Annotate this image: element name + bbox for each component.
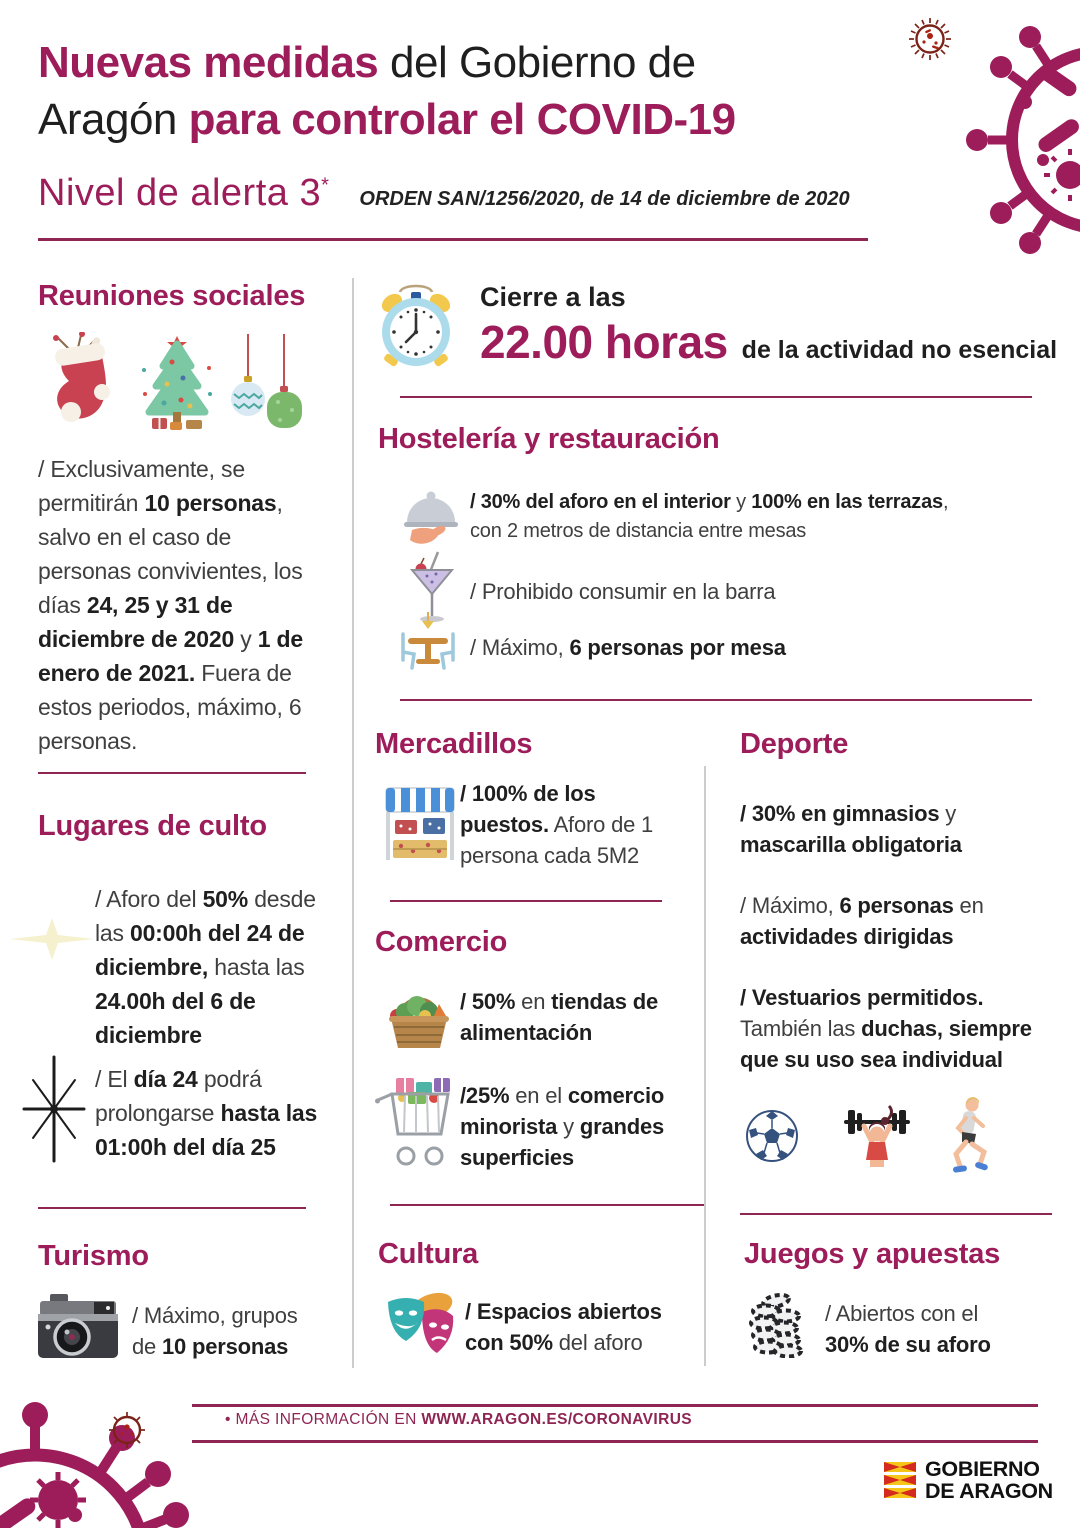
weightlifting-icon xyxy=(842,1100,912,1176)
closure-banner xyxy=(480,282,1057,369)
deporte-item-2: / Máximo, 6 personas en actividades dirigidas xyxy=(740,893,984,949)
alert-asterisk: * xyxy=(321,174,330,197)
comercio-item-1: / 50% en tiendas de alimentación xyxy=(460,989,658,1045)
reuniones-paragraph: / Exclusivamente, se permitirán 10 personas, salvo en el caso de personas convivientes, los días 24, 25 y 31 de diciembre de 2020 y 1 de enero de 2021. Fuera de estos periodos, máximo, 6 personas. xyxy=(38,456,303,754)
alert-level-row xyxy=(38,172,850,215)
section-title-hosteleria: Hostelería y restauración xyxy=(378,423,720,455)
christmas-tree-icon xyxy=(130,328,225,436)
comercio-item-2: /25% en el comercio minorista y grandes superficies xyxy=(460,1083,665,1170)
header-divider xyxy=(38,238,868,241)
section-title-reuniones: Reuniones sociales xyxy=(38,280,306,312)
logo-line-1: GOBIERNO xyxy=(925,1457,1040,1481)
footer-divider-bottom xyxy=(192,1440,1038,1443)
section-title-comercio: Comercio xyxy=(375,926,508,958)
juegos-item: / Abiertos con el 30% de su aforo xyxy=(825,1301,991,1357)
logo-line-2: DE ARAGON xyxy=(925,1479,1053,1503)
title-plain-2: Aragón xyxy=(38,95,189,144)
deporte-item-3: / Vestuarios permitidos. También las duchas, siempre que su uso sea individual xyxy=(740,985,1032,1072)
hosteleria-item-2: / Prohibido consumir en la barra xyxy=(470,579,776,604)
baubles-icon xyxy=(226,334,306,432)
column-divider-left xyxy=(352,278,354,1368)
footer-bullet: • xyxy=(225,1411,231,1428)
section-title-cultura: Cultura xyxy=(378,1238,479,1270)
comercio-divider xyxy=(390,1204,704,1206)
closure-time: 22.00 horas xyxy=(480,316,728,368)
culto-item-1: / Aforo del 50% desde las 00:00h del 24 de diciembre, hasta las 24.00h del 6 de diciembre xyxy=(95,886,316,1048)
section-title-turismo: Turismo xyxy=(38,1240,149,1272)
footer-info xyxy=(225,1411,692,1429)
closure-divider xyxy=(400,396,1032,398)
cloche-icon xyxy=(402,486,460,550)
section-title-juegos: Juegos y apuestas xyxy=(744,1238,1001,1270)
mercadillos-divider xyxy=(390,900,662,902)
culto-item-2: / El día 24 podrá prolongarse hasta las 01:00h del día 25 xyxy=(95,1066,318,1160)
large-virus-icon xyxy=(955,0,1080,262)
mercadillos-item: / 100% de los puestos. Aforo de 1 persona cada 5M2 xyxy=(460,781,654,868)
hosteleria-item-1: / 30% del aforo en el interior y 100% en las terrazas, con 2 metros de distancia entre mesas xyxy=(470,491,949,542)
closure-pre: Cierre a las xyxy=(480,282,626,312)
shopping-cart-icon xyxy=(374,1078,460,1170)
hosteleria-divider xyxy=(400,699,1032,701)
faded-star-icon xyxy=(10,918,94,960)
left-divider-2 xyxy=(38,1207,306,1209)
footer-divider-top xyxy=(192,1404,1038,1407)
section-title-culto: Lugares de culto xyxy=(38,810,267,842)
christmas-stocking-icon xyxy=(40,332,125,434)
government-logo-text xyxy=(925,1458,1053,1502)
cultura-item: / Espacios abiertos con 50% del aforo xyxy=(465,1299,662,1355)
runner-icon xyxy=(938,1096,994,1178)
alarm-clock-icon xyxy=(372,276,460,374)
sparkle-star-icon xyxy=(20,1055,88,1163)
deporte-divider xyxy=(740,1213,1052,1215)
table-chairs-icon xyxy=(396,612,460,674)
turismo-item: / Máximo, grupos de 10 personas xyxy=(132,1303,298,1359)
left-divider-1 xyxy=(38,772,306,774)
poker-chips-icon xyxy=(746,1288,806,1358)
title-accent-2: para controlar el COVID-19 xyxy=(188,95,736,144)
page-title xyxy=(38,34,736,148)
aragon-flag-icon xyxy=(882,1460,918,1500)
theater-masks-icon xyxy=(380,1288,460,1362)
order-reference: ORDEN SAN/1256/2020, de 14 de diciembre de 2020 xyxy=(359,188,850,210)
camera-icon xyxy=(36,1290,120,1362)
section-title-mercadillos: Mercadillos xyxy=(375,728,533,760)
grocery-basket-icon xyxy=(383,986,455,1052)
title-accent-1: Nuevas medidas xyxy=(38,38,379,87)
large-virus-bottom-icon xyxy=(0,1395,200,1528)
deporte-item-1: / 30% en gimnasios y mascarilla obligatoria xyxy=(740,801,962,857)
alert-level-label: Nivel de alerta 3* xyxy=(38,172,330,214)
market-stall-icon xyxy=(383,784,457,866)
hosteleria-item-3: / Máximo, 6 personas por mesa xyxy=(470,635,786,660)
soccer-ball-icon xyxy=(744,1108,800,1164)
title-plain-1: del Gobierno de xyxy=(378,38,696,87)
section-title-deporte: Deporte xyxy=(740,728,849,760)
small-virus-icon xyxy=(903,12,958,67)
footer-info-prefix: MÁS INFORMACIÓN EN xyxy=(230,1411,422,1428)
closure-post: de la actividad no esencial xyxy=(741,336,1058,364)
footer-info-url: WWW.ARAGON.ES/CORONAVIRUS xyxy=(421,1411,693,1428)
